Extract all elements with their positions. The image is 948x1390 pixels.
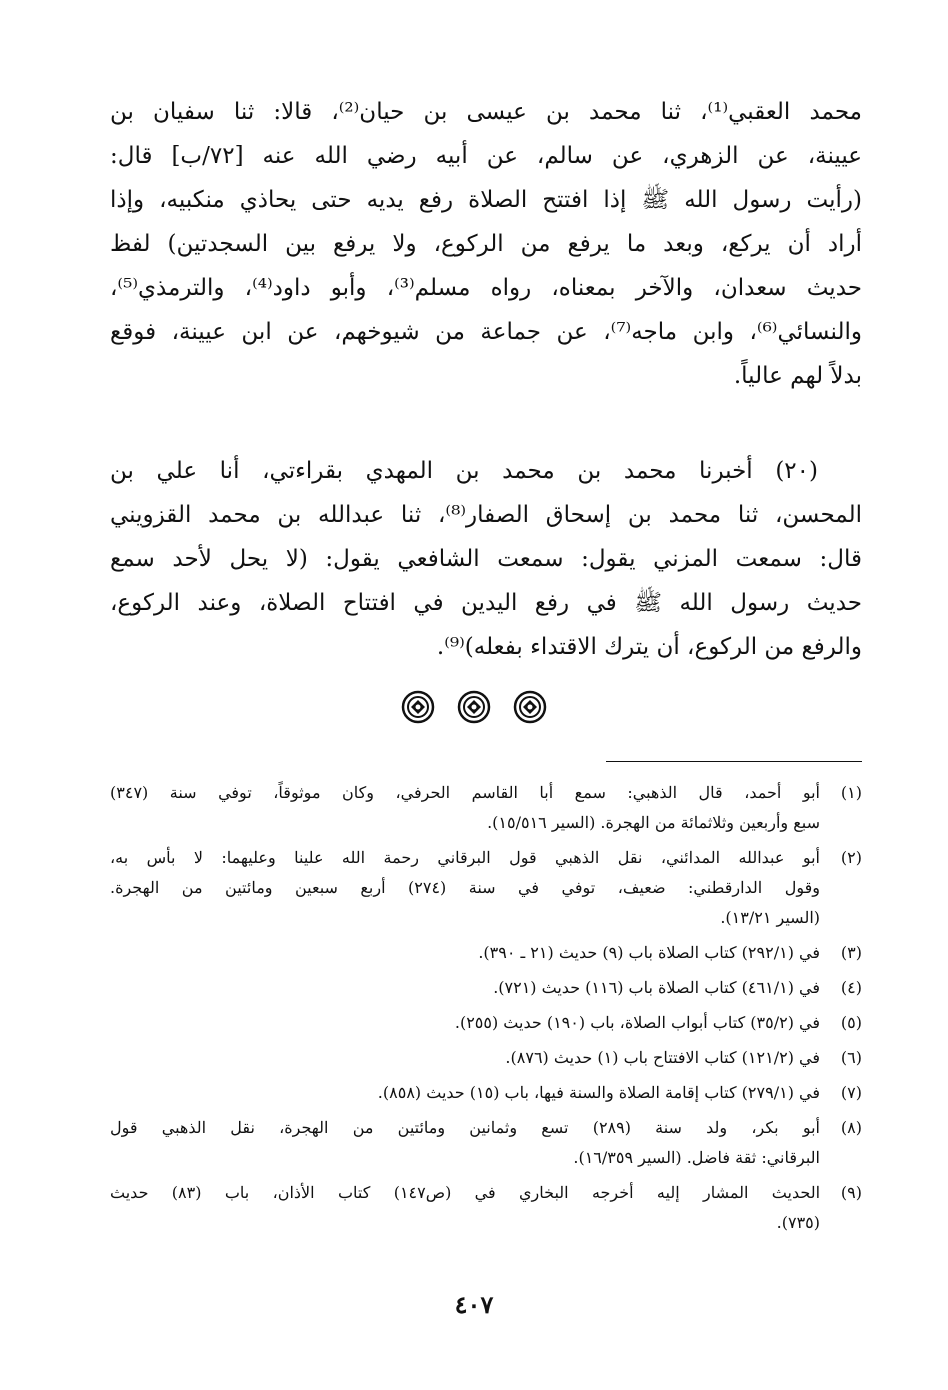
text-line: عيينة، عن الزهري، عن سالم، عن أبيه رضي الله عنه [٧٢/ب] قال: <box>110 143 863 169</box>
paragraph-2 <box>110 449 862 669</box>
footnote-number: (٢) <box>840 848 862 867</box>
footnote-line: البرقاني: ثقة فاضل. (السير ١٦/٣٥٩). <box>573 1148 820 1167</box>
paragraph-gap <box>110 398 862 449</box>
text-line: (٢٠) أخبرنا محمد بن محمد بن المهدي بقراءتي، أنا علي بن <box>110 458 818 484</box>
footnote-number: (٣) <box>840 943 862 962</box>
text-line: قال: سمعت المزني يقول: سمعت الشافعي يقول: (لا يحل لأحد سمع <box>110 546 862 572</box>
footnote-3 <box>110 938 862 968</box>
footnote-number: (٩) <box>840 1183 862 1202</box>
text-line: والرفع من الركوع، أن يترك الاقتداء بفعله)⁽⁹⁾. <box>436 634 862 660</box>
footnotes <box>110 778 862 1243</box>
ornament-icon <box>457 690 491 724</box>
footnote-9 <box>110 1178 862 1238</box>
footnote-line: وقول الدارقطني: ضعيف، توفي في سنة (٢٧٤) أربع سبعين ومائتين من الهجرة. <box>110 878 820 897</box>
text-line: أراد أن يركع، وبعد ما يرفع من الركوع، ولا يرفع بين السجدتين) لفظ <box>110 231 862 257</box>
footnote-line: (السير ١٣/٢١). <box>720 908 820 927</box>
page-number: ٤٠٧ <box>454 1290 494 1319</box>
footnote-number: (٧) <box>840 1083 862 1102</box>
footnote-number: (٥) <box>840 1013 862 1032</box>
footnote-7 <box>110 1078 862 1108</box>
footnote-6 <box>110 1043 862 1073</box>
section-divider-ornaments <box>0 690 948 724</box>
footnote-line: أبو أحمد، قال الذهبي: سمع أبا القاسم الحرفي، وكان موثوقاً، توفي سنة (٣٤٧) <box>110 783 820 802</box>
footnote-line: أبو عبدالله المدائني، نقل الذهبي قول البرقاني رحمة الله علينا وعليهما: لا بأس به، <box>110 848 820 867</box>
footnote-line: في (٢٩٢/١) كتاب الصلاة باب (٩) حديث (٢١ ـ ٣٩٠). <box>478 943 820 962</box>
footnote-4 <box>110 973 862 1003</box>
text-line: محمد العقبي⁽¹⁾، ثنا محمد بن عيسى بن حيان⁽²⁾، قالا: ثنا سفيان بن <box>110 99 862 125</box>
footnote-number: (٦) <box>840 1048 862 1067</box>
main-text <box>110 90 862 669</box>
footnote-line: في (٣٥/٢) كتاب أبواب الصلاة، باب (١٩٠) حديث (٢٥٥). <box>454 1013 820 1032</box>
footnote-5 <box>110 1008 862 1038</box>
text-line: المحسن، ثنا محمد بن إسحاق الصفار⁽⁸⁾، ثنا عبدالله بن محمد القزويني <box>110 502 862 528</box>
footnote-line: (٧٣٥). <box>776 1213 820 1232</box>
ornament-icon <box>513 690 547 724</box>
text-line: حديث سعدان، والآخر بمعناه، رواه مسلم⁽³⁾، وأبو داود⁽⁴⁾، والترمذي⁽⁵⁾، <box>110 275 862 301</box>
footnote-line: في (٤٦١/١) كتاب الصلاة باب (١١٦) حديث (٧٢١). <box>493 978 820 997</box>
text-line: حديث رسول الله ﷺ في رفع اليدين في افتتاح الصلاة، وعند الركوع، <box>110 590 862 616</box>
footnote-line: سبع وأربعين وثلاثمائة من الهجرة. (السير ١٥/٥١٦). <box>487 813 820 832</box>
text-line: (رأيت رسول الله ﷺ إذا افتتح الصلاة رفع يديه حتى يحاذي منكبيه، وإذا <box>110 187 862 213</box>
footnote-8 <box>110 1113 862 1173</box>
footnote-number: (١) <box>840 783 862 802</box>
footnote-number: (٨) <box>840 1118 862 1137</box>
paragraph-1 <box>110 90 862 398</box>
footnote-line: أبو بكر، ولد سنة (٢٨٩) تسع وثمانين ومائتين من الهجرة، نقل الذهبي قول <box>110 1118 820 1137</box>
footnote-1 <box>110 778 862 838</box>
ornament-icon <box>401 690 435 724</box>
footnote-2 <box>110 843 862 933</box>
text-line: بدلاً لهم عالياً. <box>733 363 862 389</box>
footnote-separator <box>606 761 862 762</box>
footnote-line: الحديث المشار إليه أخرجه البخاري في (ص١٤٧) كتاب الأذان، باب (٨٣) حديث <box>110 1183 821 1202</box>
footnote-line: في (٢٧٩/١) كتاب إقامة الصلاة والسنة فيها، باب (١٥) حديث (٨٥٨). <box>377 1083 820 1102</box>
footnote-number: (٤) <box>840 978 862 997</box>
text-line: والنسائي⁽⁶⁾، وابن ماجه⁽⁷⁾، عن جماعة من شيوخهم، عن ابن عيينة، فوقع <box>110 319 862 345</box>
footnote-line: في (١٢١/٢) كتاب الافتتاح باب (١) حديث (٨٧٦). <box>505 1048 820 1067</box>
